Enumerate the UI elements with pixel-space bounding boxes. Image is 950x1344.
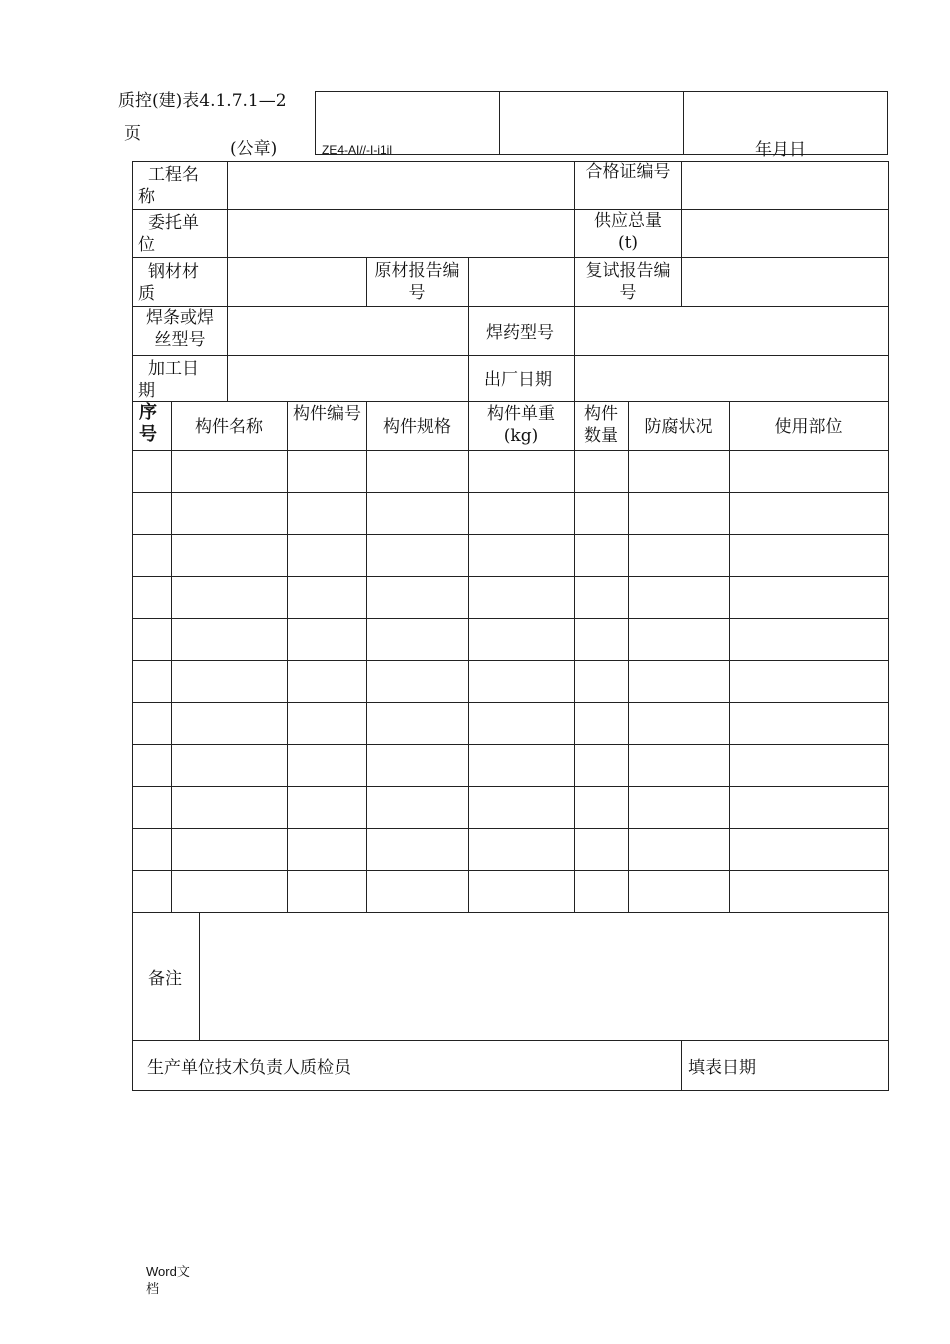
col-header-spec: 构件规格 xyxy=(383,417,451,437)
table-row xyxy=(132,450,889,451)
garbled-text: ZE4-AI//-I-i1il xyxy=(322,143,393,157)
supply-total-label: 供应总量(t) xyxy=(594,211,662,253)
client-label: 委托单位 xyxy=(138,213,199,255)
table-row xyxy=(132,744,889,745)
table-row xyxy=(132,492,889,493)
flux-label: 焊药型号 xyxy=(486,323,554,343)
table-row xyxy=(132,870,889,871)
project-name-label: 工程名称 xyxy=(138,165,199,207)
certificate-no-label: 合格证编号 xyxy=(585,162,671,182)
table-row xyxy=(132,828,889,829)
col-header-location: 使用部位 xyxy=(774,417,843,437)
col-header-seq: 序号 xyxy=(139,402,157,445)
retest-report-no-label: 复试报告编号 xyxy=(585,261,671,303)
fill-date-label: 填表日期 xyxy=(688,1058,756,1078)
seal-label: (公章) xyxy=(230,139,278,159)
page-label: 页 xyxy=(124,124,141,144)
process-date-label: 加工日期 xyxy=(138,359,199,401)
table-row xyxy=(132,534,889,535)
table-row xyxy=(132,660,889,661)
col-header-no: 构件编号 xyxy=(293,404,361,424)
table-row xyxy=(132,786,889,787)
table-row xyxy=(132,618,889,619)
remarks-label: 备注 xyxy=(148,969,182,989)
electrode-label: 焊条或焊丝型号 xyxy=(146,308,214,350)
steel-material-label: 钢材材质 xyxy=(138,262,199,304)
col-header-unit-weight: 构件单重(kg) xyxy=(487,404,555,446)
col-header-name: 构件名称 xyxy=(195,417,263,437)
signers-label: 生产单位技术负责人质检员 xyxy=(147,1058,351,1078)
date-label: 年月日 xyxy=(755,140,806,160)
col-header-anticorrosion: 防腐状况 xyxy=(644,417,713,437)
table-row xyxy=(132,576,889,577)
form-code: 质控(建)表4.1.7.1—2 xyxy=(118,91,287,111)
col-header-qty: 构件数量 xyxy=(584,404,618,446)
watermark-line1: Word文 xyxy=(146,1264,190,1279)
watermark-line2: 档 xyxy=(146,1281,160,1296)
factory-date-label: 出厂日期 xyxy=(484,370,552,390)
raw-report-no-label: 原材报告编号 xyxy=(374,261,460,303)
table-row xyxy=(132,702,889,703)
